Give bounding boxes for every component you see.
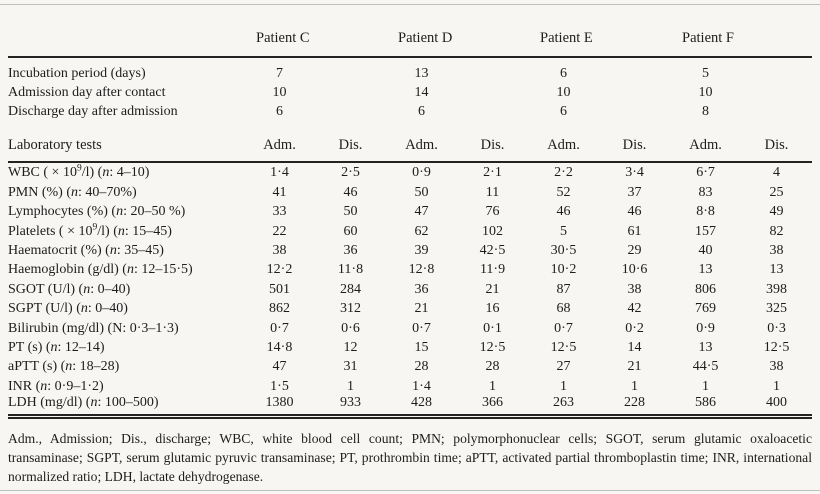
value-cell: 87	[556, 281, 571, 297]
value-cell: 29	[627, 242, 642, 258]
row-label: Admission day after contact	[8, 85, 166, 100]
value-cell: 263	[528, 395, 599, 417]
value-cell: 228	[599, 395, 670, 417]
value-cell: 1	[631, 378, 639, 394]
value-cell: 28	[414, 359, 429, 375]
bottom-hairline-rule	[0, 490, 820, 491]
value-cell: 0·9	[412, 165, 431, 181]
value-cell: 0·2	[625, 320, 644, 336]
subcolumn-header: Adm.	[244, 120, 315, 162]
lab-row	[8, 356, 812, 375]
value-cell: 15	[414, 339, 429, 355]
value-cell: 31	[343, 359, 358, 375]
value-cell: 0·7	[412, 320, 431, 336]
value-cell: 0·7	[270, 320, 289, 336]
value-cell: 60	[343, 223, 358, 239]
value-cell	[457, 57, 528, 82]
lab-row	[8, 259, 812, 278]
value-cell: 38	[769, 242, 784, 258]
value-cell: 11·9	[479, 262, 506, 278]
value-cell: 5	[702, 66, 710, 81]
value-cell: 1·5	[270, 378, 289, 394]
value-cell: 3·4	[625, 165, 644, 181]
row-label: Discharge day after admission	[8, 104, 178, 119]
value-cell: 12·2	[266, 262, 293, 278]
value-cell: 6	[418, 104, 426, 119]
value-cell: 862	[269, 301, 290, 317]
patient-header-row	[8, 24, 812, 57]
subcolumn-header: Dis.	[741, 120, 812, 162]
value-cell: 2·5	[341, 165, 360, 181]
summary-row	[8, 57, 812, 82]
value-cell: 325	[766, 301, 788, 317]
table-footnote: Adm., Admission; Dis., discharge; WBC, white blood cell count; PMN; polymorphonuclear cells; SGOT, serum glutamic oxaloacetic transaminase; SGPT, serum glutamic pyruvic transaminase; PT, prothrombin time; aPTT, activated partial thromboplastin time; INR, international normalized ratio; LDH, lactate dehydrogenase.	[8, 431, 812, 484]
value-cell: 38	[627, 281, 642, 297]
value-cell: 933	[315, 395, 386, 417]
value-cell: 13	[769, 262, 784, 278]
value-cell: 50	[414, 184, 429, 200]
value-cell: 22	[272, 223, 287, 239]
value-cell: 400	[741, 395, 812, 417]
value-cell: 806	[695, 281, 717, 297]
value-cell: 6	[560, 104, 568, 119]
row-label: Haematocrit (%) (n: 35–45)	[8, 242, 164, 258]
value-cell: 38	[272, 242, 287, 258]
value-cell: 37	[627, 184, 642, 200]
value-cell: 428	[386, 395, 457, 417]
lab-row	[8, 162, 812, 181]
value-cell: 5	[560, 223, 568, 239]
value-cell	[315, 57, 386, 82]
value-cell: 13	[698, 262, 713, 278]
value-cell: 44·5	[692, 359, 719, 375]
row-label: SGOT (U/l) (n: 0–40)	[8, 281, 131, 297]
value-cell: 501	[269, 281, 290, 297]
value-cell: 30·5	[550, 242, 577, 258]
value-cell: 21	[414, 301, 429, 317]
value-cell: 6	[560, 66, 568, 81]
value-cell: 36	[343, 242, 358, 258]
value-cell: 12·5	[763, 339, 790, 355]
value-cell: 1	[347, 378, 354, 394]
value-cell: 586	[670, 395, 741, 417]
value-cell: 1380	[244, 395, 315, 417]
value-cell: 398	[766, 281, 788, 297]
value-cell: 8	[702, 104, 710, 119]
lab-row	[8, 337, 812, 356]
value-cell: 38	[769, 359, 784, 375]
lab-row	[8, 201, 812, 220]
value-cell: 1·4	[270, 165, 289, 181]
value-cell	[741, 57, 812, 82]
row-label: PT (s) (n: 12–14)	[8, 339, 105, 355]
value-cell: 14	[414, 85, 429, 100]
lab-row	[8, 298, 812, 317]
value-cell: 47	[414, 204, 429, 220]
value-cell	[315, 101, 386, 120]
value-cell: 46	[556, 204, 571, 220]
value-cell: 13	[414, 66, 429, 81]
value-cell	[315, 82, 386, 101]
value-cell: 0·9	[696, 320, 715, 336]
value-cell: 6	[276, 104, 283, 119]
value-cell: 68	[556, 301, 571, 317]
value-cell: 2·1	[483, 165, 502, 181]
value-cell: 102	[482, 223, 504, 239]
summary-row	[8, 82, 812, 101]
patient-lab-table	[8, 24, 812, 419]
value-cell: 82	[769, 223, 784, 239]
value-cell: 14	[627, 339, 642, 355]
value-cell: 0·1	[483, 320, 502, 336]
value-cell: 21	[627, 359, 642, 375]
row-label: Incubation period (days)	[8, 66, 146, 81]
value-cell: 8·8	[696, 204, 715, 220]
value-cell: 1·4	[412, 378, 431, 394]
lab-header-row	[8, 120, 812, 162]
value-cell: 769	[695, 301, 717, 317]
lab-row	[8, 317, 812, 336]
value-cell	[741, 82, 812, 101]
row-label: Platelets ( × $10^9/l$) (n: 15–45)	[8, 221, 172, 239]
top-hairline-rule	[0, 4, 820, 5]
value-cell: 13	[698, 339, 713, 355]
patient-header-cell: Patient F	[670, 24, 812, 57]
row-label: PMN (%) (n: 40–70%)	[8, 184, 137, 200]
lab-row	[8, 240, 812, 259]
value-cell: 10	[556, 85, 571, 100]
value-cell: 0·6	[341, 320, 360, 336]
value-cell: 1	[702, 378, 710, 394]
value-cell: 11	[485, 184, 500, 200]
subcolumn-header: Dis.	[315, 120, 386, 162]
value-cell: 4	[773, 165, 781, 181]
lab-row	[8, 181, 812, 200]
value-cell: 25	[769, 184, 784, 200]
row-label: Lymphocytes (%) (n: 20–50 %)	[8, 204, 186, 220]
value-cell: 62	[414, 223, 429, 239]
value-cell: 10·6	[621, 262, 648, 278]
value-cell	[599, 57, 670, 82]
row-label: SGPT (U/l) (n: 0–40)	[8, 301, 128, 317]
value-cell	[599, 82, 670, 101]
value-cell: 50	[343, 204, 358, 220]
subcolumn-header: Dis.	[457, 120, 528, 162]
value-cell: 52	[556, 184, 571, 200]
lab-row	[8, 278, 812, 297]
value-cell: 12·8	[408, 262, 435, 278]
value-cell: 41	[272, 184, 287, 200]
value-cell: 10	[272, 85, 287, 100]
value-cell: 36	[414, 281, 429, 297]
lab-row	[8, 220, 812, 239]
value-cell: 10·2	[550, 262, 577, 278]
lab-row	[8, 395, 812, 417]
value-cell: 157	[695, 223, 717, 239]
row-label: LDH (mg/dl) (n: 100–500)	[8, 395, 244, 417]
value-cell: 1	[773, 378, 781, 394]
lab-tests-header: Laboratory tests	[8, 120, 244, 162]
value-cell: 11·8	[337, 262, 364, 278]
value-cell: 1	[560, 378, 568, 394]
value-cell: 366	[457, 395, 528, 417]
value-cell: 76	[485, 204, 500, 220]
value-cell: 2·2	[554, 165, 573, 181]
patient-header-cell: Patient D	[386, 24, 528, 57]
value-cell: 10	[698, 85, 713, 100]
value-cell: 312	[340, 301, 361, 317]
value-cell: 16	[485, 301, 500, 317]
value-cell: 46	[627, 204, 642, 220]
subcolumn-header: Dis.	[599, 120, 670, 162]
value-cell: 42·5	[479, 242, 506, 258]
value-cell: 61	[627, 223, 642, 239]
value-cell: 49	[769, 204, 784, 220]
value-cell: 28	[485, 359, 500, 375]
value-cell: 284	[340, 281, 361, 297]
value-cell: 12·5	[550, 339, 577, 355]
value-cell: 0·3	[767, 320, 786, 336]
value-cell: 21	[485, 281, 500, 297]
value-cell: 6·7	[696, 165, 715, 181]
subcolumn-header: Adm.	[386, 120, 457, 162]
value-cell: 47	[272, 359, 287, 375]
value-cell	[457, 82, 528, 101]
value-cell	[599, 101, 670, 120]
corner-cell	[8, 24, 244, 57]
value-cell: 39	[414, 242, 429, 258]
row-label: INR (n: 0·9–1·2)	[8, 378, 104, 394]
value-cell: 27	[556, 359, 571, 375]
value-cell: 40	[698, 242, 713, 258]
lab-row	[8, 375, 812, 394]
value-cell: 12	[343, 339, 358, 355]
value-cell: 83	[698, 184, 713, 200]
subcolumn-header: Adm.	[670, 120, 741, 162]
value-cell	[741, 101, 812, 120]
value-cell: 7	[276, 66, 283, 81]
row-label: Bilirubin (mg/dl) (N: 0·3–1·3)	[8, 320, 179, 336]
row-label: aPTT (s) (n: 18–28)	[8, 359, 120, 375]
patient-header-cell: Patient E	[528, 24, 670, 57]
subcolumn-header: Adm.	[528, 120, 599, 162]
row-label: Haemoglobin (g/dl) (n: 12–15·5)	[8, 262, 193, 278]
value-cell: 0·7	[554, 320, 573, 336]
value-cell: 14·8	[266, 339, 293, 355]
value-cell	[457, 101, 528, 120]
value-cell: 33	[272, 204, 287, 220]
value-cell: 42	[627, 301, 642, 317]
value-cell: 12·5	[479, 339, 506, 355]
patient-header-cell: Patient C	[244, 24, 386, 57]
value-cell: 1	[489, 378, 497, 394]
summary-row	[8, 101, 812, 120]
value-cell: 46	[343, 184, 358, 200]
row-label: WBC ( × $10^9/l$) (n: 4–10)	[8, 163, 150, 181]
